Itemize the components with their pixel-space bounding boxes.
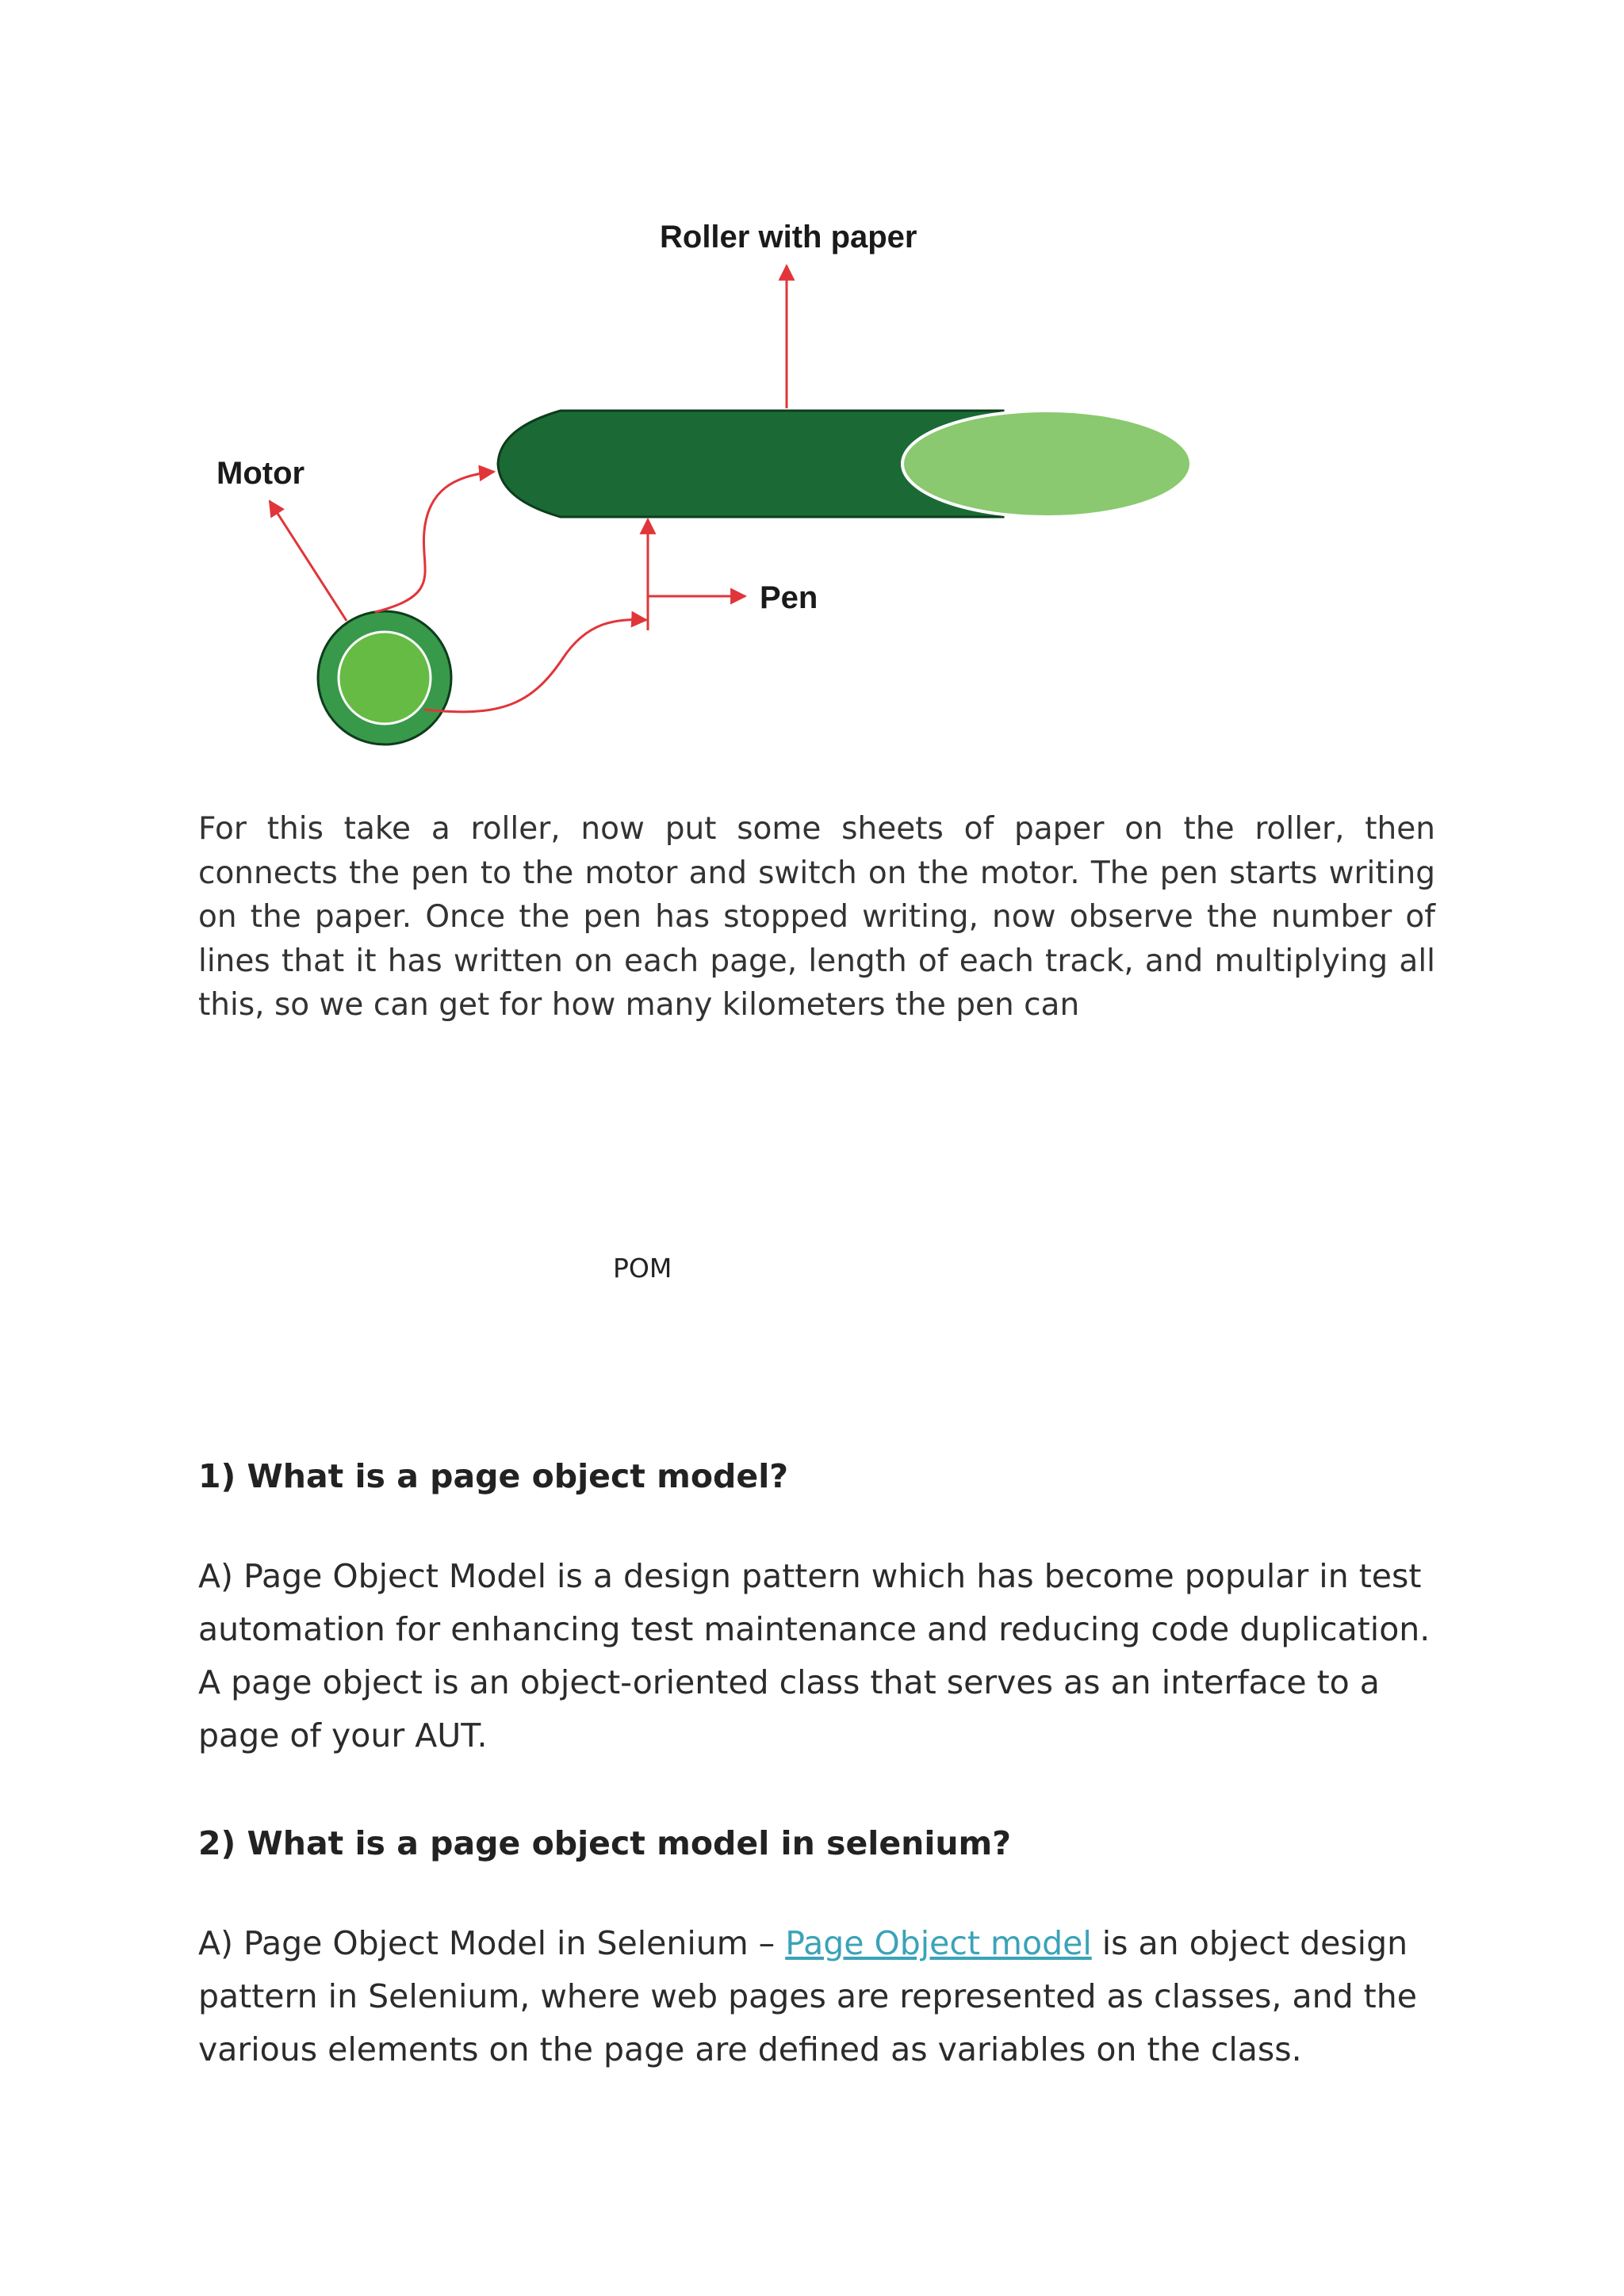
motor-label-arrow [270,501,347,621]
motor-inner [339,632,431,724]
answer-2-prefix: A) Page Object Model in Selenium – [198,1924,786,1962]
answer-1: A) Page Object Model is a design pattern which has become popular in test automation for enhancing test maintenance and reducing code duplication. A page object is an object-oriented class that serves as an interface to a page of your AUT. [198,1557,1431,1755]
section-label: POM [613,1253,672,1284]
roller-label: Roller with paper [660,220,917,254]
intro-paragraph: For this take a roller, now put some sheets of paper on the roller, then connects the pen to the motor and switch on the motor. The pen starts writing on the paper. Once the pen has stopped writing, now observe the number of lines that it has written on each page, length of each track, and multiplying all this, so we can get for how many kilometers the pen can [198,811,1435,1023]
motor-label: Motor [216,456,305,491]
motor-to-roller-arrow [375,472,494,612]
answer-2 [198,1917,1435,2076]
answer-2-suffix: is an object design pattern in Selenium, where web pages are represented as classes, and the various elements on the page are defined as variables on the class. [198,1924,1417,2068]
roller-pen-diagram [190,198,1221,761]
question-2: 2) What is a page object model in selenium? [198,1824,1012,1862]
page-object-model-link[interactable]: Page Object model [785,1924,1092,1962]
motor-to-pen-arrow [424,620,646,712]
question-1: 1) What is a page object model? [198,1457,789,1495]
pen-label: Pen [760,580,818,615]
roller-end [902,411,1191,517]
